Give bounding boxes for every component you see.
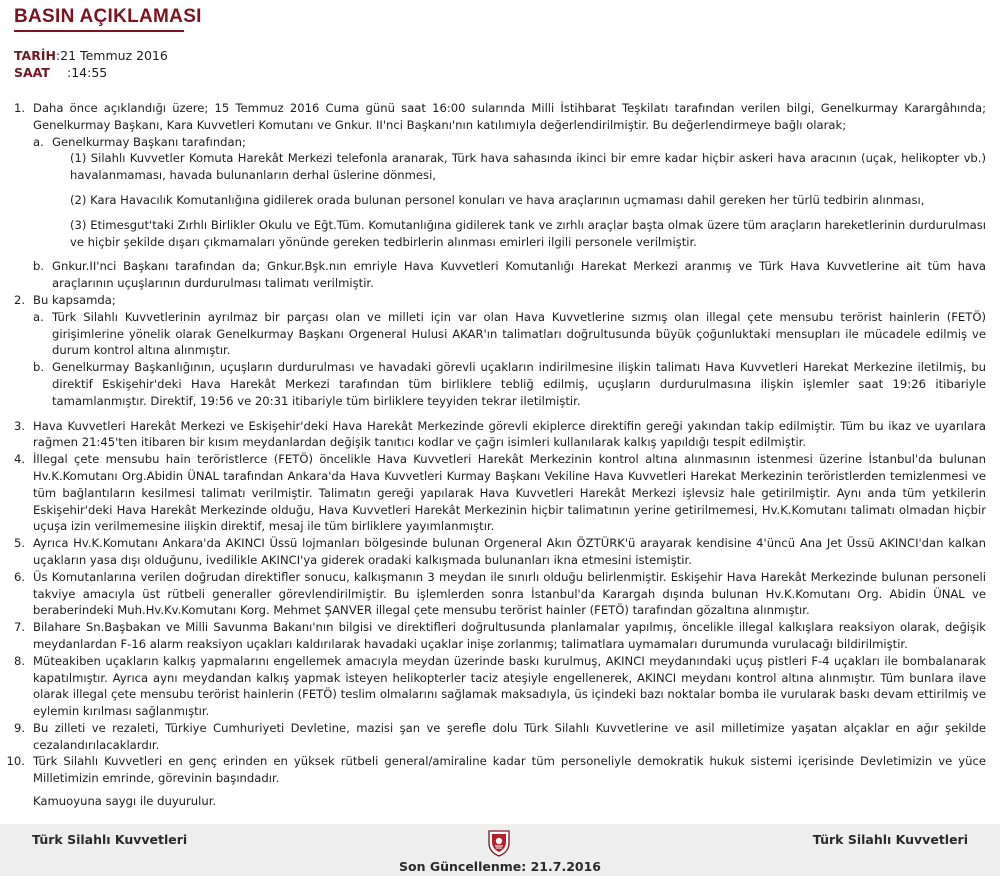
sub-item-text: Genelkurmay Başkanlığının, uçuşların durdurulması ve havadaki görevli uçakların indirilmesine ilişkin talimatı Hava Kuvvetleri Harekat Merkezine iletilmiş, bu direktif Eskişehir'deki Hava Harekât Merkezi tarafından tüm birliklere tebliğ edilmiş, uçuşların durdurulmasına ilişkin işlemler saat 19:26 itibariyle tamamlanmıştır. Direktif, 19:56 ve 20:31 itibariyle tüm birliklere teyyiden tekrar iletilmiştir.: [52, 360, 986, 408]
tsk-emblem-icon: [486, 829, 512, 857]
list-item: [0, 753, 986, 787]
item-text: Hava Kuvvetleri Harekât Merkezi ve Eskişehir'deki Hava Harekât Merkezinde görevli ekiplerce direktifin gereği yakından takip edilmiştir. Tüm bu ikaz ve uyarılara rağmen 21:45'ten itibaren bir kısım meydanlardan değişik tanıtıcı kodlar ve çağrı isimleri kullanılarak kalkış yapıldığı tespit edilmiştir.: [33, 418, 986, 450]
item-number: 8.: [13, 653, 25, 668]
list-item: [0, 653, 986, 720]
sub-item-text: Gnkur.II'nci Başkanı tarafından da; Gnkur.Bşk.nın emriyle Hava Kuvvetleri Komutanlığı Harekat Merkezi aranmış ve Türk Hava Kuvvetlerine ait tüm hava araçlarının uçuşlarının durdurulması talimatı verilmiştir.: [52, 259, 986, 291]
footer-org-right: Türk Silahlı Kuvvetleri: [812, 832, 968, 847]
time-line: [14, 64, 107, 81]
item-number: 1.: [13, 101, 25, 115]
item-text: Bilahare Sn.Başbakan ve Milli Savunma Bakanı'nın bilgisi ve direktifleri doğrultusunda planlamalar yapılmış, öncelikle illegal kalkışlara reaksiyon olarak, değişik meydanlardan F-16 alarm reaksiyon uçakları kaldırılarak havadaki uçaklar inişe zorlanmış; talimatlara uymamaları durumunda vurulacağı bildirilmiştir.: [33, 620, 986, 651]
item-text: Bu zilleti ve rezaleti, Türkiye Cumhuriyeti Devletine, mazisi şan ve şerefle dolu Türk Silahlı Kuvvetlerine ve asil milletimize yaşatan alçaklar en ağır şekilde cezalandırılacaklardır.: [33, 720, 986, 752]
list-item: [0, 535, 986, 569]
list-item: [0, 569, 986, 619]
page-title: BASIN AÇIKLAMASI: [14, 6, 202, 27]
closing-line: Kamuoyuna saygı ile duyurulur.: [33, 794, 217, 809]
time-value: :14:55: [67, 65, 108, 80]
list-item: [0, 720, 986, 754]
sub-item-text: Türk Silahlı Kuvvetlerinin ayrılmaz bir parçası olan ve milleti için var olan Hava Kuvvetlerine sızmış olan illegal çete mensubu terörist hainlerin (FETÖ) girişimlerine yönelik olarak Genelkurmay Başkanı Orgeneral Hulusi AKAR'ın talimatları doğrultusunda büyük çoğunluktaki mensupları ile mücadele edilmiş ve durum kontrol altına alınmıştır.: [52, 309, 986, 358]
footer: [0, 824, 1000, 876]
sub-item: [33, 258, 986, 292]
title-underline: [14, 30, 184, 32]
date-label: TARİH: [14, 48, 56, 63]
item-text: Bu kapsamda;: [33, 292, 116, 307]
item-number: 6.: [13, 569, 25, 584]
item-number: 4.: [13, 452, 25, 467]
item-text: Üs Komutanlarına verilen doğrudan direktifler sonucu, kalkışmanın 3 meydan ile sınırlı olduğu belirlenmiştir. Eskişehir Hava Harekât Merkezinde bulunan personeli takviye amacıyla üst rütbeli generaller görevlendirilmiştir. Bu işlemlerden sonra İstanbul'da Karargah dışında bulunan Hv.K.Komutanı Org. Abidin ÜNAL ve beraberindeki Muh.Hv.Kv.Komutanı Korg. Mehmet ŞANVER illegal çete mensubu terörist hainler (FETÖ) tarafından gözaltına alınmıştır.: [33, 569, 986, 618]
item-text: Ayrıca Hv.K.Komutanı Ankara'da AKINCI Üssü lojmanları bölgesinde bulunan Orgeneral Akın ÖZTÜRK'ü arayarak kendisine 4'üncü Ana Jet Üssü AKINCI'dan kalkan uçakların yasa dışı olduğunu, ivedilikle AKINCI'ya giderek oradaki kalkışmada bulunanları ikna etmesini istemiştir.: [33, 536, 986, 567]
time-label: SAAT: [14, 65, 50, 80]
sub-item-letter: a.: [33, 309, 44, 324]
item-number: 9.: [13, 720, 25, 735]
sub-item: [33, 359, 986, 409]
item-text: İllegal çete mensubu hain teröristlerce (FETÖ) öncelikle Hava Kuvvetleri Harekât Merkezinin kontrol altına alınmasının istenmesi üzerine İstanbul'da bulunan Hv.K.Komutanı Org.Abidin ÜNAL tarafından Ankara'da Hava Kuvvetleri Kurmay Başkanı Vekiline Hava Kuvvetleri Harekat Merkezinin teröristlerden temizlenmesi ve tüm bağlantıların kesilmesi talimatı verilmiştir. Talimatın gereği yapılarak Hava Kuvvetleri Harekât Merkezi işlevsiz hale getirilmiştir. Aynı anda tüm yetkilerin Eskişehir'deki Hava Harekât Merkezinde olduğu, Hava Kuvvetleri Harekât Merkezinin hiçbir talimatının yerine getirilmemesi, Hv.K.Komutanı talimatı olmadan hiçbir uçuşa izin verilmemesine ilişkin direktif, mesaj ile tüm birliklere yayımlanmıştır.: [33, 452, 986, 534]
list-item: [0, 418, 986, 452]
sub-paragraph: (2) Kara Havacılık Komutanlığına gidilerek orada bulunan personel konuları ve hava araçlarının uçmaması dahil gereken her türlü tedbirin alınması,: [70, 192, 925, 207]
sub-paragraph: (3) Etimesgut'taki Zırhlı Birlikler Okulu ve Eğt.Tüm. Komutanlığına gidilerek tank ve zırhlı araçlar başta olmak üzere tüm araçların hareketlerinin durdurulması ve hiçbir şekilde dışarı çıkmamaları yönünde gereken tedbirlerin alınması emirleri ilgili personele verilmiştir.: [70, 217, 986, 249]
list-item: [0, 292, 986, 410]
item-text: Müteakiben uçakların kalkış yapmalarını engellemek amacıyla meydan üzerinde baskı kurulmuş, AKINCI meydanındaki uçuş pistleri F-4 uçakları ile bombalanarak kapatılmıştır. Ayrıca aynı meydandan kalkış yapmak isteyen helikopterler taciz ateşiyle engellenerek, AKINCI meydanı kontrol altına alınmıştır. Tüm bunlara ilave olarak illegal çete mensubu terörist hainlerin (FETÖ) teslim olmalarını sağlamak maksadıyla, üs içindeki bazı noktalar bomba ile vurularak baskı devam ettirilmiş ve eylemin kırılması sağlanmıştır.: [33, 653, 986, 719]
item-number: 3.: [13, 418, 25, 433]
sub-paragraph: (1) Silahlı Kuvvetler Komuta Harekât Merkezi telefonla aranarak, Türk hava sahasında ikinci bir emre kadar hiçbir askeri hava aracının (uçak, helikopter vb.) havalanmaması, havada bulunanların derhal üslerine dönmesi,: [70, 151, 986, 183]
date-line: [14, 47, 168, 64]
item-text: Daha önce açıklandığı üzere; 15 Temmuz 2016 Cuma günü saat 16:00 sularında Milli İstihbarat Teşkilatı tarafından verilen bilgi, Genelkurmay Karargâhında; Genelkurmay Başkanı, Kara Kuvvetleri Komutanı ve Gnkur. II'nci Başkanı'nın katılımıyla değerlendirilmiştir. Bu değerlendirmeye bağlı olarak;: [33, 101, 986, 132]
last-updated: Son Güncellenme: 21.7.2016: [399, 859, 601, 874]
item-number: 5.: [13, 536, 25, 551]
sub-item: [33, 309, 986, 359]
date-value: :21 Temmuz 2016: [55, 48, 168, 63]
sub-item-letter: b.: [33, 360, 45, 375]
item-number: 7.: [13, 620, 25, 635]
item-text: Türk Silahlı Kuvvetleri en genç erinden en yüksek rütbeli general/amiraline kadar tüm personeliyle demokratik hukuk sistemi içerisinde Devletimizin ve yüce Milletimizin emrinde, görevinin başındadır.: [33, 754, 986, 786]
footer-org-left: Türk Silahlı Kuvvetleri: [32, 832, 188, 847]
statement-body: [0, 100, 986, 810]
list-item: [0, 451, 986, 535]
sub-item-text: Genelkurmay Başkanı tarafından;: [52, 134, 246, 149]
list-item: [0, 619, 986, 653]
sub-item-letter: b.: [33, 259, 45, 274]
sub-item-letter: a.: [33, 134, 44, 149]
list-item: [0, 100, 986, 292]
item-number: 10.: [6, 754, 25, 769]
item-number: 2.: [13, 292, 25, 307]
sub-item: [33, 134, 986, 251]
